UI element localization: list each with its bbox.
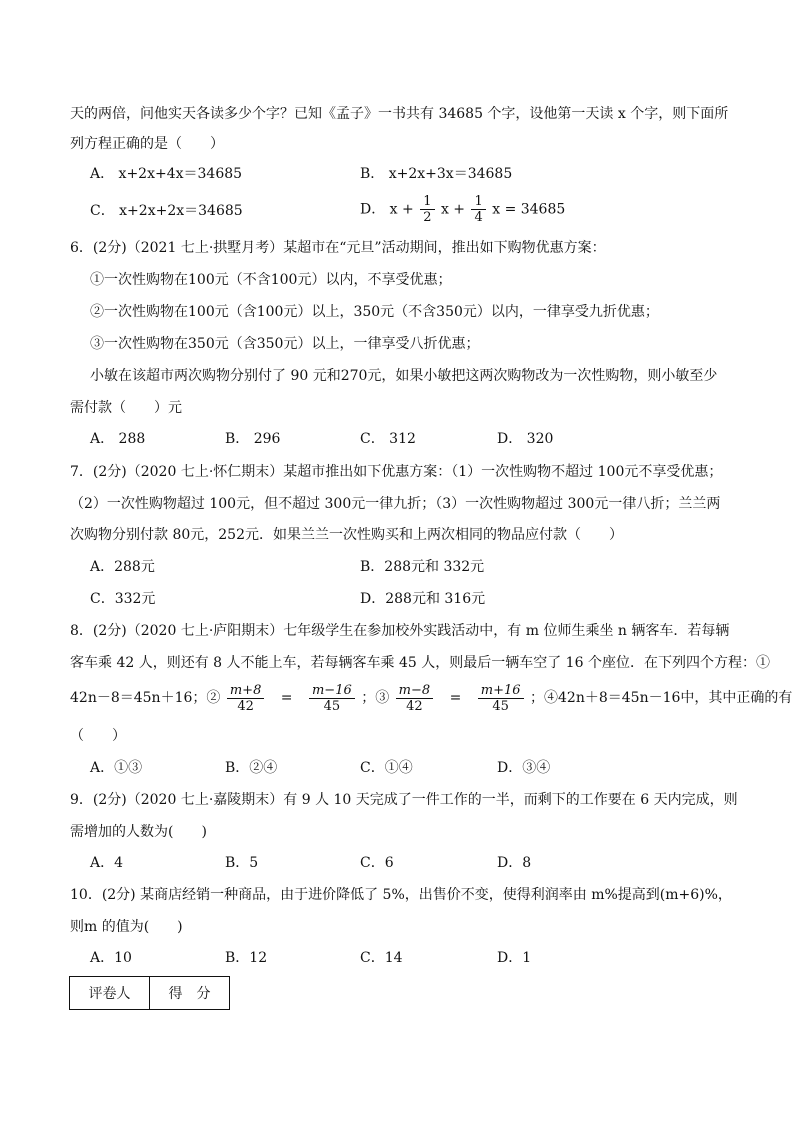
q8-equations-line — [70, 680, 792, 716]
q7-line-3: 次购物分别付款 80元，252元．如果兰兰一次性购买和上两次相同的物品应付款（ ） — [70, 527, 623, 543]
q7-option-b[interactable]: B．288元和 332元 — [360, 559, 485, 575]
fraction-denominator: 45 — [492, 698, 509, 714]
fraction-denominator: 2 — [423, 210, 432, 225]
q10-line-2: 则m 的值为( ) — [70, 919, 183, 935]
q6-line-5: 小敏在该超市两次购物分别付了 90 元和270元，如果小敏把这两次购物改为一次性购物，则小敏至少 — [90, 368, 718, 384]
q10-option-b[interactable]: B．12 — [225, 950, 268, 966]
fraction-denominator: 45 — [323, 698, 341, 714]
q9-option-a[interactable]: A．4 — [90, 855, 124, 871]
fraction-numerator: m−8 — [396, 683, 434, 699]
equals-sign: = — [280, 690, 293, 706]
q8-option-c[interactable]: C．①④ — [360, 760, 413, 776]
q6-line-1: 6．(2分)（2021 七上·拱墅月考）某超市在“元旦”活动期间，推出如下购物优惠方案： — [70, 240, 606, 256]
q8-option-a[interactable]: A．①③ — [90, 760, 143, 776]
q8-separator: ；③ — [361, 690, 390, 706]
reviewer-cell: 评卷人 — [70, 977, 150, 1010]
fraction-m-minus-8-over-42 — [396, 683, 434, 714]
q6-option-a[interactable]: A． 288 — [90, 431, 146, 447]
q9-line-1: 9．(2分)（2020 七上·嘉陵期末）有 9 人 10 天完成了一件工作的一半，而剩下的工作要在 6 天内完成，则 — [70, 792, 738, 808]
equals-sign: = — [449, 690, 462, 706]
q10-option-a[interactable]: A．10 — [90, 950, 132, 966]
q5-option-d-prefix: D． x + — [360, 201, 414, 218]
q7-line-1: 7．(2分)（2020 七上·怀仁期末）某超市推出如下优惠方案：（1）一次性购物不超过 100元不享受优惠； — [70, 464, 723, 480]
q7-option-c[interactable]: C．332元 — [90, 591, 156, 607]
q9-option-c[interactable]: C．6 — [360, 855, 394, 871]
q6-option-c[interactable]: C． 312 — [360, 431, 416, 447]
fraction-numerator: m+16 — [478, 683, 524, 699]
q8-line-2: 客车乘 42 人，则还有 8 人不能上车，若每辆客车乘 45 人，则最后一辆车空了 16 个座位．在下列四个方程：① — [70, 655, 770, 671]
q6-line-6: 需付款（ ）元 — [70, 400, 182, 416]
q10-option-d[interactable]: D．1 — [497, 950, 532, 966]
q7-line-2: （2）一次性购物超过 100元，但不超过 300元一律九折；（3）一次性购物超过 300元一律八折；兰兰两 — [70, 496, 721, 512]
q6-rule-1: ①一次性购物在100元（不含100元）以内，不享受优惠； — [90, 272, 452, 288]
q10-line-1: 10．(2分) 某商店经销一种商品，由于进价降低了 5%，出售价不变，使得利润率由 m%提高到(m+6)%， — [70, 887, 732, 903]
q5-option-d-mid: x + — [440, 201, 466, 218]
fraction-denominator: 42 — [237, 698, 254, 714]
q5-option-a[interactable]: A． x+2x+4x＝34685 — [90, 166, 243, 182]
q6-rule-3: ③一次性购物在350元（含350元）以上，一律享受八折优惠； — [90, 336, 480, 352]
q5-option-d-suffix: x = 34685 — [492, 201, 566, 218]
q6-rule-2: ②一次性购物在100元（含100元）以上，350元（不含350元）以内，一律享受九折优惠； — [90, 304, 659, 320]
fraction-numerator: 1 — [471, 194, 485, 210]
q8-line-1: 8．(2分)（2020 七上·庐阳期末）七年级学生在参加校外实践活动中，有 m 位师生乘坐 n 辆客车．若每辆 — [70, 623, 730, 639]
fraction-numerator: m+8 — [227, 683, 265, 699]
q7-option-a[interactable]: A．288元 — [90, 559, 155, 575]
fraction-denominator: 42 — [406, 698, 423, 714]
fraction-m-plus-8-over-42 — [227, 683, 265, 714]
q8-line-4: （ ） — [70, 728, 126, 744]
q5-option-d[interactable] — [360, 194, 565, 225]
fraction-denominator: 4 — [474, 210, 483, 225]
q8-option-d[interactable]: D．③④ — [497, 760, 551, 776]
q8-option-b[interactable]: B．②④ — [225, 760, 278, 776]
q8-equation-4: ；④42n＋8＝45n－16中，其中正确的有 — [530, 690, 793, 706]
fraction-numerator: 1 — [420, 194, 434, 210]
score-cell: 得 分 — [150, 977, 230, 1010]
q5-line-1: 天的两倍，问他实天各读多少个字？已知《孟子》一书共有 34685 个字，设他第一天读 x 个字，则下面所 — [70, 106, 729, 122]
fraction-numerator: m−16 — [309, 683, 355, 699]
q8-equation-1: 42n－8＝45n＋16；② — [70, 690, 221, 706]
q9-option-b[interactable]: B．5 — [225, 855, 259, 871]
fraction-m-minus-16-over-45 — [309, 683, 355, 714]
q7-option-d[interactable]: D．288元和 316元 — [360, 591, 486, 607]
q5-line-2: 列方程正确的是（ ） — [70, 136, 224, 152]
q5-option-b[interactable]: B． x+2x+3x＝34685 — [360, 166, 513, 182]
q6-option-b[interactable]: B． 296 — [225, 431, 281, 447]
q9-option-d[interactable]: D．8 — [497, 855, 532, 871]
q9-line-2: 需增加的人数为( ) — [70, 824, 207, 840]
score-table — [69, 976, 230, 1010]
q5-option-c[interactable]: C． x+2x+2x＝34685 — [90, 203, 243, 219]
fraction-one-quarter — [471, 194, 485, 225]
fraction-m-plus-16-over-45 — [478, 683, 524, 714]
fraction-one-half — [420, 194, 434, 225]
q6-option-d[interactable]: D． 320 — [497, 431, 554, 447]
q10-option-c[interactable]: C．14 — [360, 950, 403, 966]
